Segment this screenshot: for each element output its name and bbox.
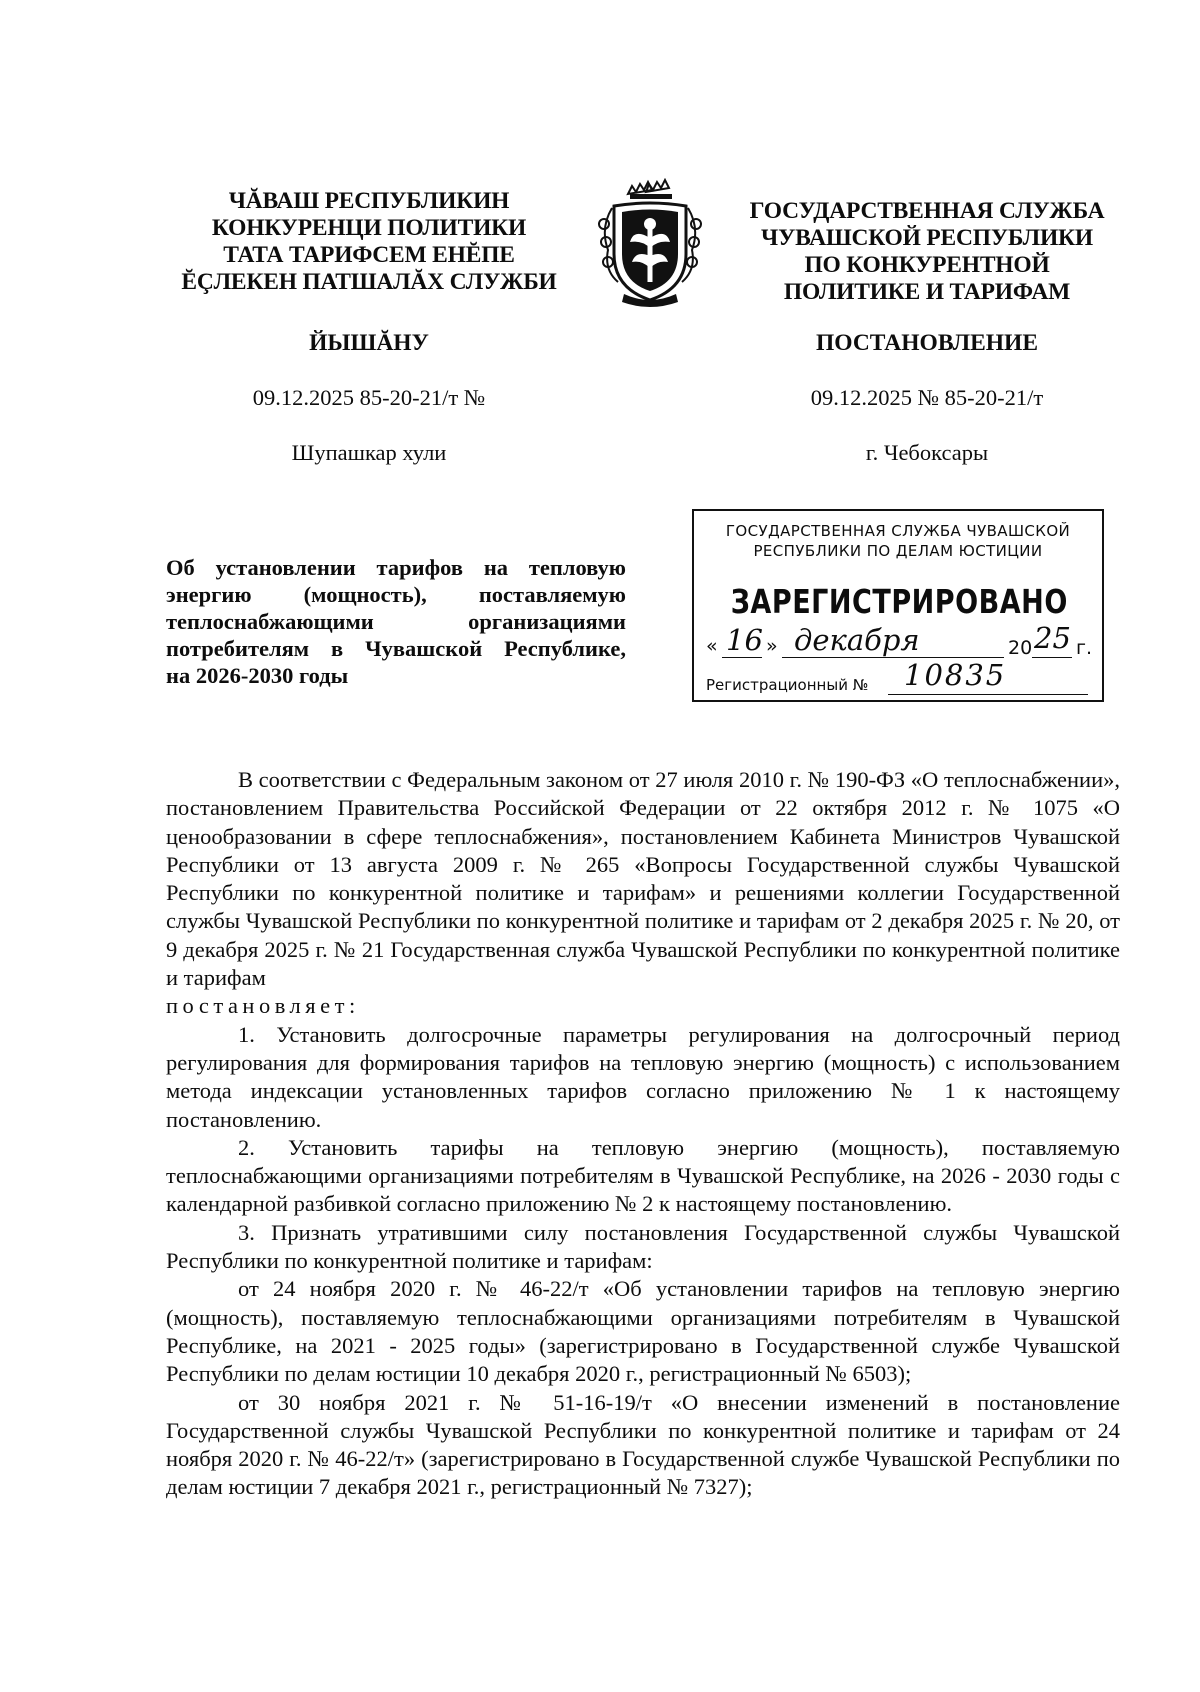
repealed-act-2-paragraph: от 30 ноября 2021 г. № 51-16-19/т «О внесении изменений в постановление Государственной службы Чувашской Республики по конкурентной политике и тарифам от 24 ноября 2020 г. № 46-22/т» (зарегистрировано в Государственной службе Чувашской Республики по делам юстиции 7 декабря 2021 г., регистрационный № 7327); [166, 1389, 1120, 1500]
stamp-title: ЗАРЕГИСТРИРОВАНО [730, 582, 1068, 621]
document-body [166, 766, 1120, 1502]
title-line: потребителям в Чувашской Республике, [166, 636, 626, 661]
registration-stamp [692, 509, 1104, 702]
stamp-org-line: РЕСПУБЛИКИ ПО ДЕЛАМ ЮСТИЦИИ [753, 542, 1043, 560]
title-line: энергию (мощность), поставляемую [166, 582, 626, 607]
stamp-reg-label: Регистрационный № [706, 676, 869, 694]
stamp-day: 16 [726, 623, 763, 657]
header-left-line: ĔÇЛЕКЕН ПАТШАЛĂХ СЛУЖБИ [181, 269, 557, 295]
stamp-registration [706, 658, 1098, 698]
city-chuvash: Шупашкар хули [291, 440, 447, 465]
stamp-year-suffix: 25 [1034, 621, 1071, 655]
header-right-line: ЧУВАШСКОЙ РЕСПУБЛИКИ [761, 225, 1093, 251]
stamp-org-name [694, 521, 1102, 561]
item-3-paragraph: 3. Признать утратившими силу постановления Государственной службы Чувашской Республики по конкурентной политике и тарифам: [166, 1219, 1120, 1274]
preamble-paragraph: В соответствии с Федеральным законом от 27 июля 2010 г. № 190-ФЗ «О теплоснабжении», постановлением Правительства Российской Федерации от 22 октября 2012 г. № 1075 «О ценообразовании в сфере теплоснабжения», постановлением Кабинета Министров Чувашской Республики от 13 августа 2009 г. № 265 «Вопросы Государственной службы Чувашской Республики по конкурентной политике и тарифам» и решениями коллегии Государственной службы Чувашской Республики по конкурентной политике и тарифам от 2 декабря 2025 г. № 20, от 9 декабря 2025 г. № 21 Государственная служба Чувашской Республики по конкурентной политике и тарифам [166, 767, 1120, 991]
chuvash-emblem-icon [594, 178, 706, 310]
stamp-year-unit: г. [1076, 637, 1093, 659]
title-line: теплоснабжающими организациями [166, 609, 626, 634]
header-right-org-name [712, 198, 1142, 306]
title-line: Об установлении тарифов на тепловую [166, 555, 626, 580]
stamp-org-line: ГОСУДАРСТВЕННАЯ СЛУЖБА ЧУВАШСКОЙ [725, 522, 1071, 540]
item-1-paragraph: 1. Установить долгосрочные параметры регулирования на долгосрочный период регулирования для формирования тарифов на тепловую энергию (мощность) с использованием метода индексации установленных тарифов согласно приложению № 1 к настоящему постановлению. [166, 1021, 1120, 1132]
date-number-russian: 09.12.2025 № 85-20-21/т [810, 385, 1044, 410]
header-left-line: КОНКУРЕНЦИ ПОЛИТИКИ [211, 215, 527, 241]
item-2-paragraph: 2. Установить тарифы на тепловую энергию (мощность), поставляемую теплоснабжающими организациями потребителям в Чувашской Республике, на 2026 - 2030 годы с календарной разбивкой согласно приложению № 2 к настоящему постановлению. [166, 1134, 1120, 1217]
doc-type-chuvash: ЙЫШĂНУ [309, 330, 429, 356]
date-number-chuvash: 09.12.2025 85-20-21/т № [252, 385, 486, 410]
header-left-line: ТАТА ТАРИФСЕМ ЕНĔПЕ [223, 242, 515, 268]
header-left-line: ЧĂВАШ РЕСПУБЛИКИН [228, 188, 510, 214]
header-right-line: ПО КОНКУРЕНТНОЙ [804, 252, 1050, 278]
stamp-open-quote: « [706, 635, 718, 657]
header-right-line: ГОСУДАРСТВЕННАЯ СЛУЖБА [749, 198, 1105, 224]
stamp-date [706, 621, 1098, 665]
stamp-month: декабря [794, 623, 920, 657]
stamp-reg-number: 10835 [904, 658, 1007, 692]
header-right-line: ПОЛИТИКЕ И ТАРИФАМ [783, 279, 1071, 305]
doc-type-russian: ПОСТАНОВЛЕНИЕ [815, 330, 1039, 356]
stamp-year-prefix: 20 [1008, 637, 1033, 659]
header-left-org-name [180, 188, 558, 296]
stamp-close-quote: » [766, 635, 778, 657]
title-line: на 2026-2030 годы [166, 663, 349, 688]
document-title [166, 554, 626, 689]
decree-word: постановляет: [166, 993, 360, 1019]
repealed-act-1-paragraph: от 24 ноября 2020 г. № 46-22/т «Об установлении тарифов на тепловую энергию (мощность), поставляемую теплоснабжающими организациями потребителям в Чувашской Республике, на 2021 - 2025 годы» (зарегистрировано в Государственной службе Чувашской Республики по делам юстиции 10 декабря 2020 г., регистрационный № 6503); [166, 1276, 1120, 1387]
city-russian: г. Чебоксары [865, 440, 989, 465]
